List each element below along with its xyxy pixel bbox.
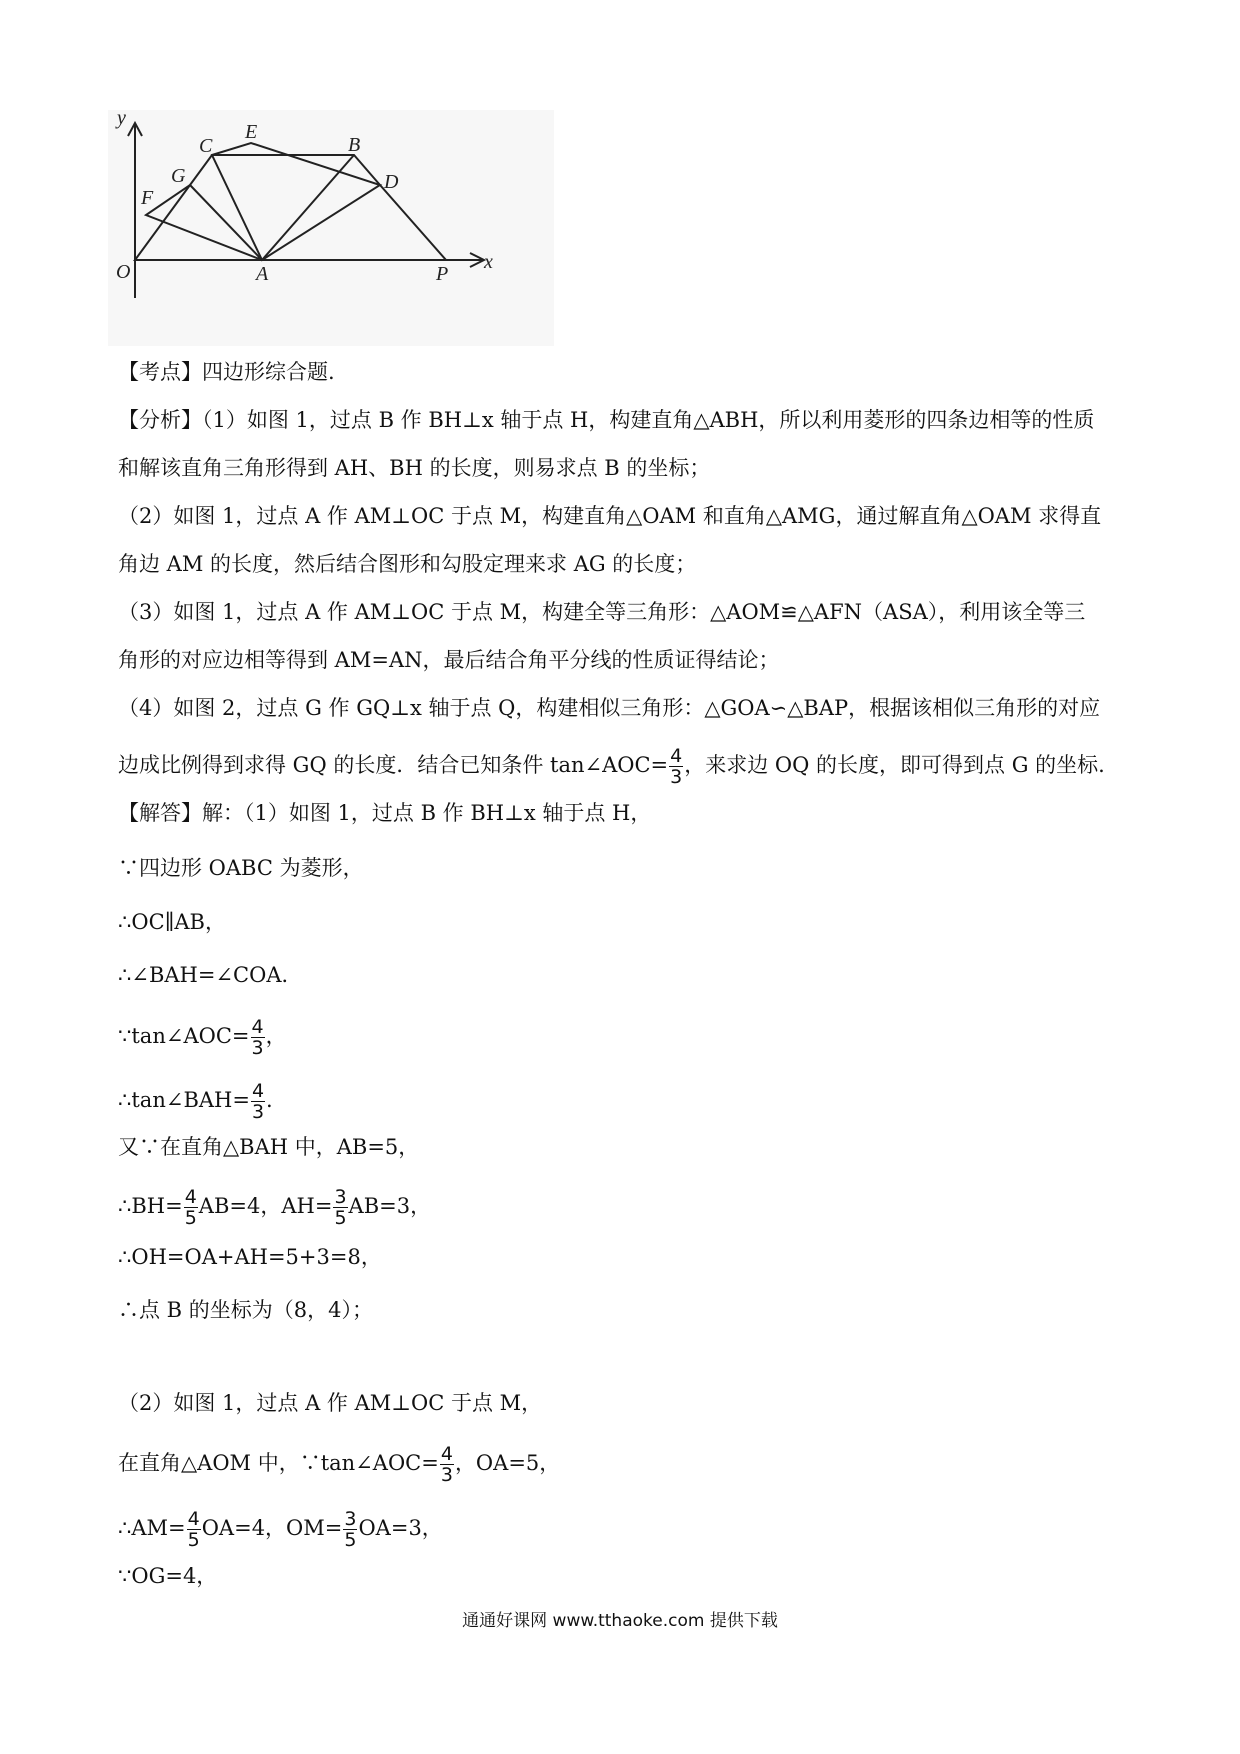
- solution-line-8: [118, 1187, 431, 1228]
- fraction-numerator: 3: [344, 1508, 357, 1530]
- solution-line-5-part-2: ，: [265, 1024, 287, 1048]
- solution-line-6-part-2: .: [266, 1088, 273, 1112]
- fraction-4-over-5: [187, 1509, 201, 1550]
- analysis-line-1: 【分析】（1）如图 1，过点 B 作 BH⊥x 轴于点 H，构建直角△ABH，所以利用菱形的四条边相等的性质: [118, 408, 1095, 432]
- label-f: F: [141, 187, 154, 209]
- analysis-line-7: （4）如图 2，过点 G 作 GQ⊥x 轴于点 Q，构建相似三角形：△GOA∽△BAP，根据该相似三角形的对应: [118, 696, 1101, 720]
- fraction-numerator: 4: [251, 1016, 264, 1038]
- solution-line-9: ∴OH=OA+AH=5+3=8，: [118, 1245, 382, 1269]
- solution-part-2-line-3-part-3: OA=3，: [358, 1516, 443, 1540]
- analysis-line-8-part-1: 边成比例得到求得 GQ 的长度．结合已知条件 tan∠AOC=: [118, 753, 669, 777]
- fraction-numerator: 4: [187, 1508, 200, 1530]
- fraction-numerator: 4: [440, 1443, 453, 1465]
- analysis-line-6: 角形的对应边相等得到 AM=AN，最后结合角平分线的性质证得结论；: [118, 648, 780, 672]
- solution-part-2-line-2-part-1: 在直角△AOM 中，∵tan∠AOC=: [118, 1451, 439, 1475]
- label-c: C: [199, 135, 213, 157]
- fraction-numerator: 4: [184, 1186, 197, 1208]
- fraction-4-over-3: [669, 746, 683, 787]
- solution-part-2-line-3: [118, 1509, 443, 1550]
- solution-line-7: 又∵在直角△BAH 中，AB=5，: [118, 1135, 420, 1159]
- fraction-denominator: 5: [187, 1529, 200, 1551]
- analysis-line-8: [118, 746, 1105, 787]
- solution-line-8-part-3: AB=3，: [348, 1194, 432, 1218]
- solution-line-8-part-2: AB=4，AH=: [198, 1194, 333, 1218]
- fraction-denominator: 5: [184, 1207, 197, 1229]
- label-y: y: [117, 110, 126, 129]
- fraction-numerator: 3: [334, 1186, 347, 1208]
- solution-line-8-part-1: ∴BH=: [118, 1194, 183, 1218]
- analysis-line-5: （3）如图 1，过点 A 作 AM⊥OC 于点 M，构建全等三角形：△AOM≌△AFN（ASA），利用该全等三: [118, 600, 1086, 624]
- label-a: A: [256, 263, 269, 285]
- label-g: G: [171, 165, 186, 187]
- fraction-3-over-5: [333, 1187, 347, 1228]
- solution-part-2-line-4: ∵OG=4，: [118, 1564, 218, 1588]
- fraction-numerator: 4: [251, 1080, 265, 1102]
- label-p: P: [436, 263, 449, 285]
- solution-line-5: [118, 1017, 287, 1058]
- geometry-diagram: [108, 110, 554, 346]
- fraction-3-over-5: [343, 1509, 357, 1550]
- analysis-line-8-part-2: ，来求边 OQ 的长度，即可得到点 G 的坐标.: [684, 753, 1105, 777]
- solution-part-2-line-3-part-1: ∴AM=: [118, 1516, 186, 1540]
- label-d: D: [384, 171, 399, 193]
- fraction-denominator: 5: [344, 1529, 357, 1551]
- page-footer: 通通好课网 www.tthaoke.com 提供下载: [462, 1611, 778, 1631]
- fraction-denominator: 3: [251, 1037, 264, 1059]
- quadrilateral-cead: [212, 143, 380, 260]
- solution-part-2-line-3-part-2: OA=4，OM=: [201, 1516, 343, 1540]
- solution-line-1: 【解答】解：（1）如图 1，过点 B 作 BH⊥x 轴于点 H，: [118, 801, 652, 825]
- segment-ab: [262, 155, 354, 260]
- label-b: B: [348, 134, 361, 156]
- solution-line-3: ∴OC∥AB，: [118, 910, 226, 934]
- analysis-line-4: 角边 AM 的长度，然后结合图形和勾股定理来求 AG 的长度；: [118, 552, 697, 576]
- fraction-4-over-5: [184, 1187, 198, 1228]
- solution-line-2: ∵四边形 OABC 为菱形，: [118, 856, 364, 880]
- fraction-numerator: 4: [670, 745, 683, 767]
- label-e: E: [245, 121, 258, 143]
- solution-line-6-part-1: ∴tan∠BAH=: [118, 1088, 250, 1112]
- analysis-line-3: （2）如图 1，过点 A 作 AM⊥OC 于点 M，构建直角△OAM 和直角△AMG，通过解直角△OAM 求得直: [118, 504, 1102, 528]
- solution-part-2-line-1: （2）如图 1，过点 A 作 AM⊥OC 于点 M，: [118, 1391, 543, 1415]
- geometry-figure: [108, 110, 554, 346]
- fraction-denominator: 3: [440, 1464, 453, 1486]
- fraction-denominator: 3: [670, 766, 683, 788]
- fraction-denominator: 3: [251, 1101, 265, 1123]
- label-x: x: [484, 251, 493, 273]
- fraction-denominator: 5: [334, 1207, 347, 1229]
- solution-part-2-line-2: [118, 1444, 560, 1485]
- solution-line-10: ∴点 B 的坐标为（8，4）；: [118, 1298, 374, 1322]
- fraction-4-over-3: [440, 1444, 454, 1485]
- solution-part-2-line-2-part-2: ，OA=5，: [454, 1451, 561, 1475]
- fraction-4-over-3: [251, 1017, 265, 1058]
- solution-line-6: [118, 1081, 273, 1122]
- analysis-line-2: 和解该直角三角形得到 AH、BH 的长度，则易求点 B 的坐标；: [118, 456, 711, 480]
- label-o: O: [116, 261, 131, 283]
- topic-line: 【考点】四边形综合题.: [118, 360, 335, 384]
- solution-line-4: ∴∠BAH=∠COA．: [118, 963, 303, 987]
- solution-line-5-part-1: ∵tan∠AOC=: [118, 1024, 250, 1048]
- fraction-4-over-3: [251, 1081, 265, 1122]
